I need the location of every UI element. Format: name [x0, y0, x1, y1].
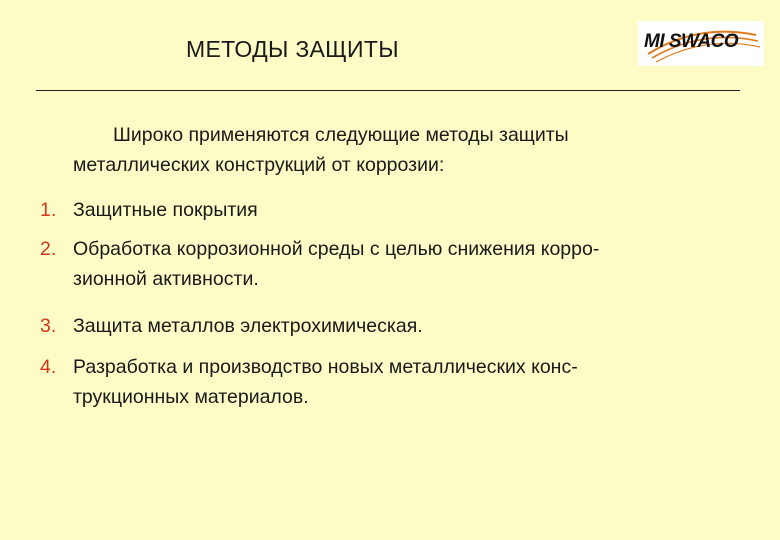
intro-paragraph [73, 120, 733, 180]
slide-title: МЕТОДЫ ЗАЩИТЫ [186, 36, 399, 62]
intro-line-2: металлических конструкций от коррозии: [73, 154, 445, 176]
list-item-number: 1. [40, 199, 57, 221]
logo-graphic [638, 21, 764, 66]
logo-text: MI SWACO [644, 31, 739, 52]
list-item-line: трукционных материалов. [73, 386, 309, 408]
mi-swaco-logo [638, 21, 764, 66]
list-item-number: 4. [40, 356, 57, 378]
list-item-line: зионной активности. [73, 268, 259, 290]
list-item-number: 2. [40, 238, 57, 260]
list-item-text [73, 195, 733, 225]
list-item-line: Защитные покрытия [73, 199, 258, 221]
list-item-number: 3. [40, 315, 57, 337]
list-item-line: Защита металлов электрохимическая. [73, 315, 423, 337]
list-item-text [73, 311, 733, 341]
list-item-text [73, 352, 733, 412]
list-item-text [73, 234, 733, 294]
title-divider [36, 90, 740, 91]
intro-line-1: Широко применяются следующие методы защиты [113, 124, 569, 146]
list-item-line: Разработка и производство новых металлических конс- [73, 356, 578, 378]
list-item-line: Обработка коррозионной среды с целью снижения корро- [73, 238, 600, 260]
